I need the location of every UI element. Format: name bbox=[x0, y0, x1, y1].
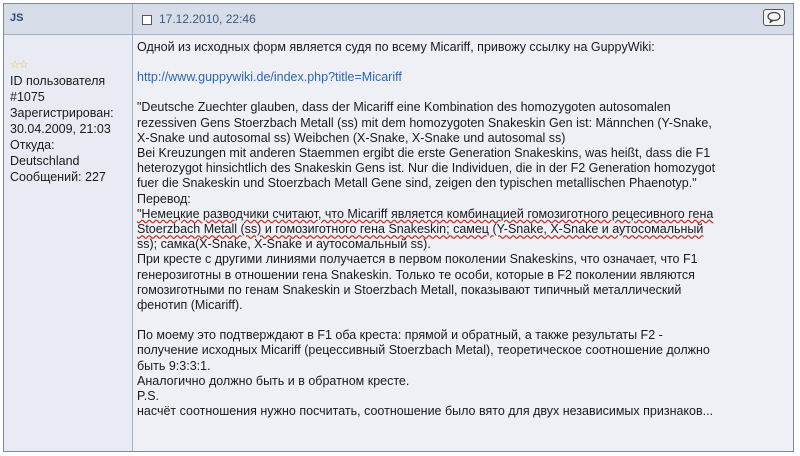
author-name[interactable]: JS bbox=[10, 12, 24, 24]
ps-text: насчёт соотношения нужно посчитать, соотношение было вято для двух независимых признаков... bbox=[137, 404, 714, 419]
quote-button[interactable] bbox=[763, 9, 785, 26]
post-body bbox=[137, 40, 787, 419]
speech-bubble-icon bbox=[767, 12, 781, 23]
ps-label: P.S. bbox=[137, 389, 160, 404]
translation-label: Перевод: bbox=[137, 191, 191, 206]
header-divider bbox=[132, 4, 133, 34]
opinion-line: По моему это подтверждают в F1 оба креста: прямой и обратный, а также результаты F2 - bbox=[137, 328, 663, 343]
from-label: Откуда: bbox=[10, 138, 55, 152]
registered-label: Зарегистрирован: bbox=[10, 106, 114, 120]
user-info bbox=[10, 73, 114, 185]
opinion-line: быть 9:3:3:1. bbox=[137, 358, 211, 373]
german-quote-line: Bei Kreuzungen mit anderen Staemmen ergibt die erste Generation Snakeskins, was heißt, dass die F1 bbox=[137, 146, 711, 161]
german-quote-line: rezessiven Gens Stoerzbach Metall (ss) mit dem homozygoten Snakeskin Gen ist: Männchen (Y-Snake, bbox=[137, 115, 712, 130]
opinion-line: Аналогично должно быть и в обратном кресте. bbox=[137, 373, 410, 388]
german-quote-line: X-Snake und autosomal ss) Weibchen (X-Snake, X-Snake und autosomal ss) bbox=[137, 130, 566, 145]
user-info-column bbox=[4, 35, 133, 451]
german-quote-line: "Deutsche Zuechter glauben, dass der Micariff eine Kombination des homozygoten autosomalen bbox=[137, 100, 671, 115]
russian-translation-line: генерозиготны в отношении гена Snakeskin. Только те особи, которые в F2 поколении являются bbox=[137, 267, 695, 282]
opinion-line: получение исходных Micariff (рецессивный Stoerzbach Metal), теоретическое соотношение должно bbox=[137, 343, 710, 358]
post-icon bbox=[142, 15, 152, 25]
forum-post bbox=[3, 3, 794, 452]
from-value: Deutschland bbox=[10, 154, 80, 168]
russian-translation-line: гомозиготными по генам Snakeskin и Stoerzbach Metall, показывают типичный металлический bbox=[137, 282, 682, 297]
message-count: Сообщений: 227 bbox=[10, 170, 106, 184]
russian-translation-line: фенотип (Micariff). bbox=[137, 298, 243, 313]
guppywiki-link[interactable]: http://www.guppywiki.de/index.php?title=Micariff bbox=[137, 70, 402, 85]
rank-stars-icon: ☆☆ bbox=[10, 59, 28, 71]
registered-value: 30.04.2009, 21:03 bbox=[10, 122, 111, 136]
intro-text: Одной из исходных форм является судя по всему Micariff, привожу ссылку на GuppyWiki: bbox=[137, 40, 655, 54]
russian-translation-line: Stoerzbach Metall (ss) и гомозиготного гена Snakeskin; самец (Y-Snake, X-Snake и аутосомальный bbox=[137, 222, 704, 237]
russian-translation-line: ss); самка(X-Snake, X-Snake и аутосомальный ss). bbox=[137, 237, 431, 252]
user-id-label: ID пользователя bbox=[10, 74, 106, 88]
german-quote-line: fuer die Snakeskin und Stoerzbach Metall Gene sind, zeigen den typischen metallischen Phaenotyp." bbox=[137, 176, 697, 191]
post-header bbox=[4, 4, 793, 35]
user-id-value: #1075 bbox=[10, 90, 45, 104]
post-date: 17.12.2010, 22:46 bbox=[159, 12, 256, 26]
russian-translation-line: "Немецкие разводчики считают, что Micariff является комбинацией гомозиготного рецесивного гена bbox=[137, 206, 714, 221]
german-quote-line: heterozygot hinsichtlich des Snakeskin Gens ist. Nur die Individuen, die in der F2 Generation homozygot bbox=[137, 161, 716, 176]
russian-translation-line: При кресте с другими линиями получается в первом поколении Snakeskins, что означает, что F1 bbox=[137, 252, 698, 267]
